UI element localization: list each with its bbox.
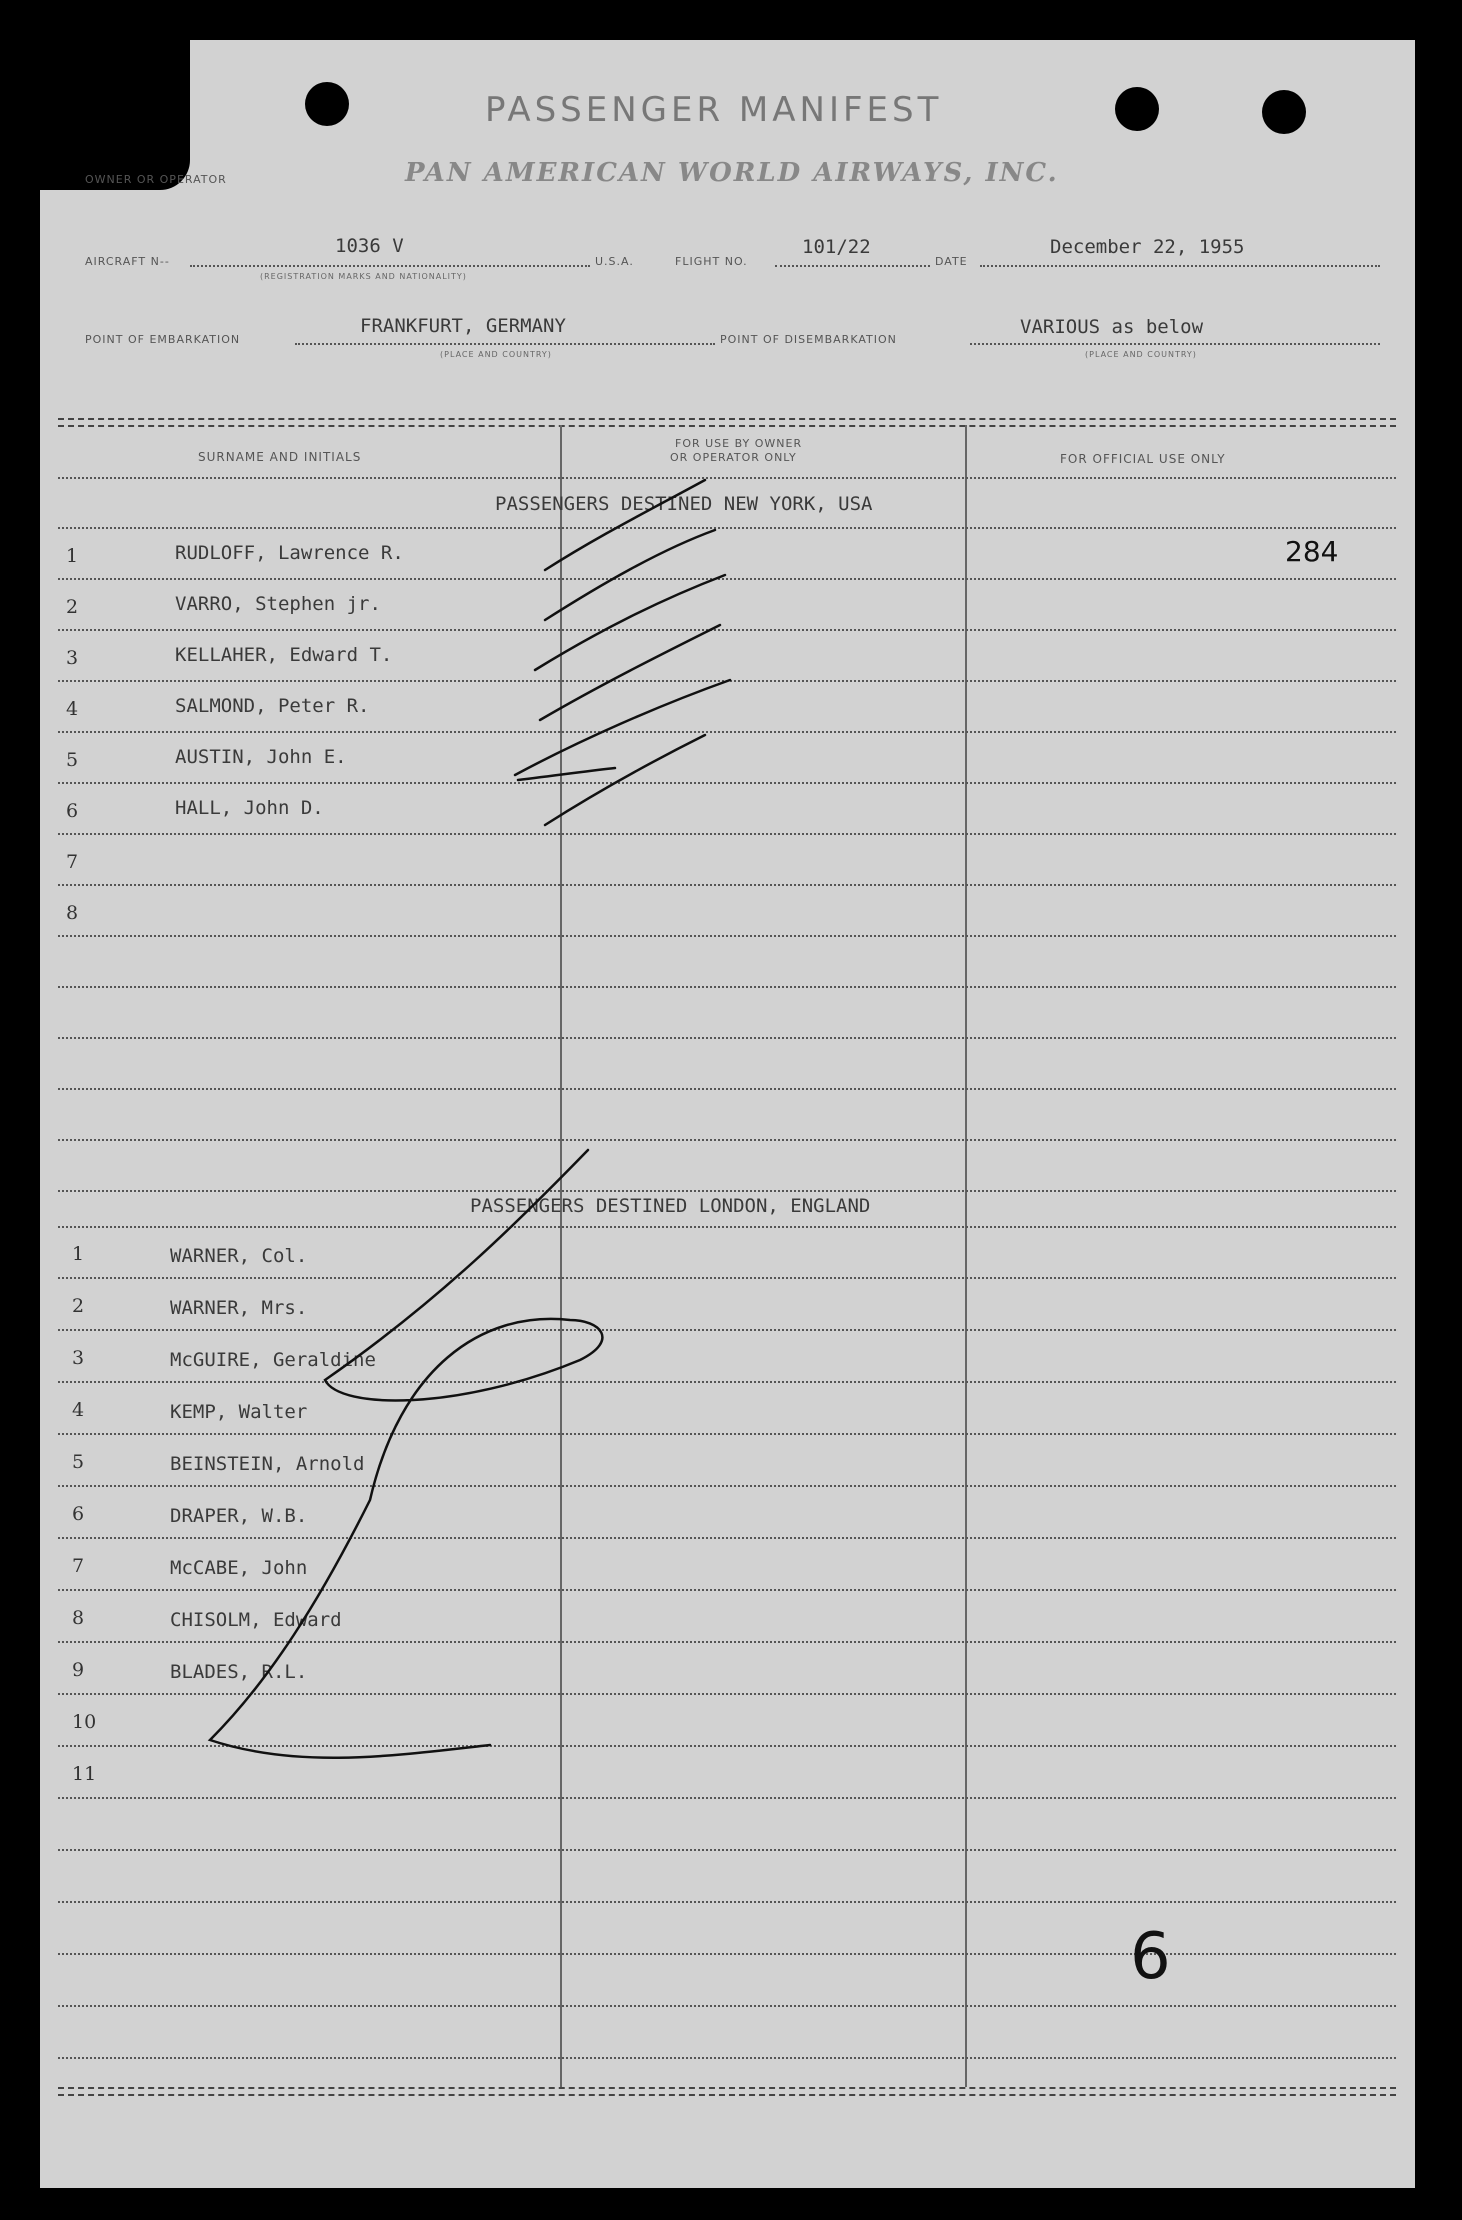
section-london-heading: PASSENGERS DESTINED LONDON, ENGLAND bbox=[470, 1195, 871, 1217]
flight-label: FLIGHT NO. bbox=[675, 255, 748, 268]
row-number: 4 bbox=[72, 1399, 85, 1421]
passenger-name: WARNER, Mrs. bbox=[170, 1297, 308, 1319]
row-number: 8 bbox=[72, 1607, 85, 1629]
form-title: PASSENGER MANIFEST bbox=[485, 90, 943, 130]
passenger-name: McCABE, John bbox=[170, 1557, 308, 1579]
handwritten-page-mark: 6 bbox=[1130, 1920, 1171, 1994]
col-official-use: FOR OFFICIAL USE ONLY bbox=[1060, 452, 1226, 466]
row-number: 5 bbox=[66, 749, 79, 771]
aircraft-value: 1036 V bbox=[335, 235, 404, 257]
row-number: 3 bbox=[66, 647, 79, 669]
check-mark bbox=[515, 680, 730, 775]
section-ny-heading: PASSENGERS DESTINED NEW YORK, USA bbox=[495, 493, 873, 515]
airline-name: PAN AMERICAN WORLD AIRWAYS, INC. bbox=[405, 158, 1059, 188]
place-caption: (PLACE AND COUNTRY) bbox=[440, 350, 552, 359]
row-number: 7 bbox=[72, 1555, 85, 1577]
check-mark bbox=[540, 625, 720, 720]
row-number: 3 bbox=[72, 1347, 85, 1369]
aircraft-label: AIRCRAFT N-- bbox=[85, 255, 170, 268]
passenger-name: AUSTIN, John E. bbox=[175, 746, 347, 768]
passenger-name: RUDLOFF, Lawrence R. bbox=[175, 542, 404, 564]
row-number: 7 bbox=[66, 851, 79, 873]
check-mark bbox=[535, 575, 725, 670]
date-value: December 22, 1955 bbox=[1050, 236, 1245, 258]
disembark-label: POINT OF DISEMBARKATION bbox=[720, 333, 897, 346]
passenger-name: VARRO, Stephen jr. bbox=[175, 593, 381, 615]
passenger-name: KELLAHER, Edward T. bbox=[175, 644, 393, 666]
passenger-name: BEINSTEIN, Arnold bbox=[170, 1453, 365, 1475]
col-owner-use-2: OR OPERATOR ONLY bbox=[670, 451, 797, 464]
passenger-name: KEMP, Walter bbox=[170, 1401, 308, 1423]
row-number: 11 bbox=[72, 1763, 97, 1785]
official-annotation: 284 bbox=[1285, 535, 1339, 568]
pen-marks bbox=[40, 40, 1415, 2188]
owner-label: OWNER OR OPERATOR bbox=[85, 173, 227, 186]
row-number: 5 bbox=[72, 1451, 85, 1473]
check-mark bbox=[545, 530, 715, 620]
row-number: 2 bbox=[72, 1295, 85, 1317]
flight-value: 101/22 bbox=[802, 236, 871, 258]
disembark-value: VARIOUS as below bbox=[1020, 316, 1204, 338]
usa-label: U.S.A. bbox=[595, 255, 634, 268]
place-caption-2: (PLACE AND COUNTRY) bbox=[1085, 350, 1197, 359]
passenger-name: CHISOLM, Edward bbox=[170, 1609, 342, 1631]
registration-caption: (REGISTRATION MARKS AND NATIONALITY) bbox=[260, 272, 467, 281]
row-number: 4 bbox=[66, 698, 79, 720]
passenger-name: McGUIRE, Geraldine bbox=[170, 1349, 376, 1371]
bracket-mark bbox=[210, 1150, 602, 1758]
date-label: DATE bbox=[935, 255, 968, 268]
passenger-name: DRAPER, W.B. bbox=[170, 1505, 308, 1527]
manifest-page bbox=[40, 40, 1415, 2188]
passenger-name: WARNER, Col. bbox=[170, 1245, 308, 1267]
row-number: 6 bbox=[66, 800, 79, 822]
row-number: 10 bbox=[72, 1711, 97, 1733]
check-mark bbox=[545, 480, 705, 570]
col-surname: SURNAME AND INITIALS bbox=[198, 450, 362, 464]
col-owner-use-1: FOR USE BY OWNER bbox=[675, 437, 803, 450]
passenger-name: HALL, John D. bbox=[175, 797, 324, 819]
row-number: 2 bbox=[66, 596, 79, 618]
embark-value: FRANKFURT, GERMANY bbox=[360, 315, 566, 337]
passenger-name: BLADES, R.L. bbox=[170, 1661, 308, 1683]
embark-label: POINT OF EMBARKATION bbox=[85, 333, 241, 346]
check-mark bbox=[518, 768, 615, 780]
row-number: 9 bbox=[72, 1659, 85, 1681]
passenger-name: SALMOND, Peter R. bbox=[175, 695, 370, 717]
row-number: 8 bbox=[66, 902, 79, 924]
row-number: 1 bbox=[72, 1243, 85, 1265]
row-number: 1 bbox=[66, 545, 79, 567]
row-number: 6 bbox=[72, 1503, 85, 1525]
